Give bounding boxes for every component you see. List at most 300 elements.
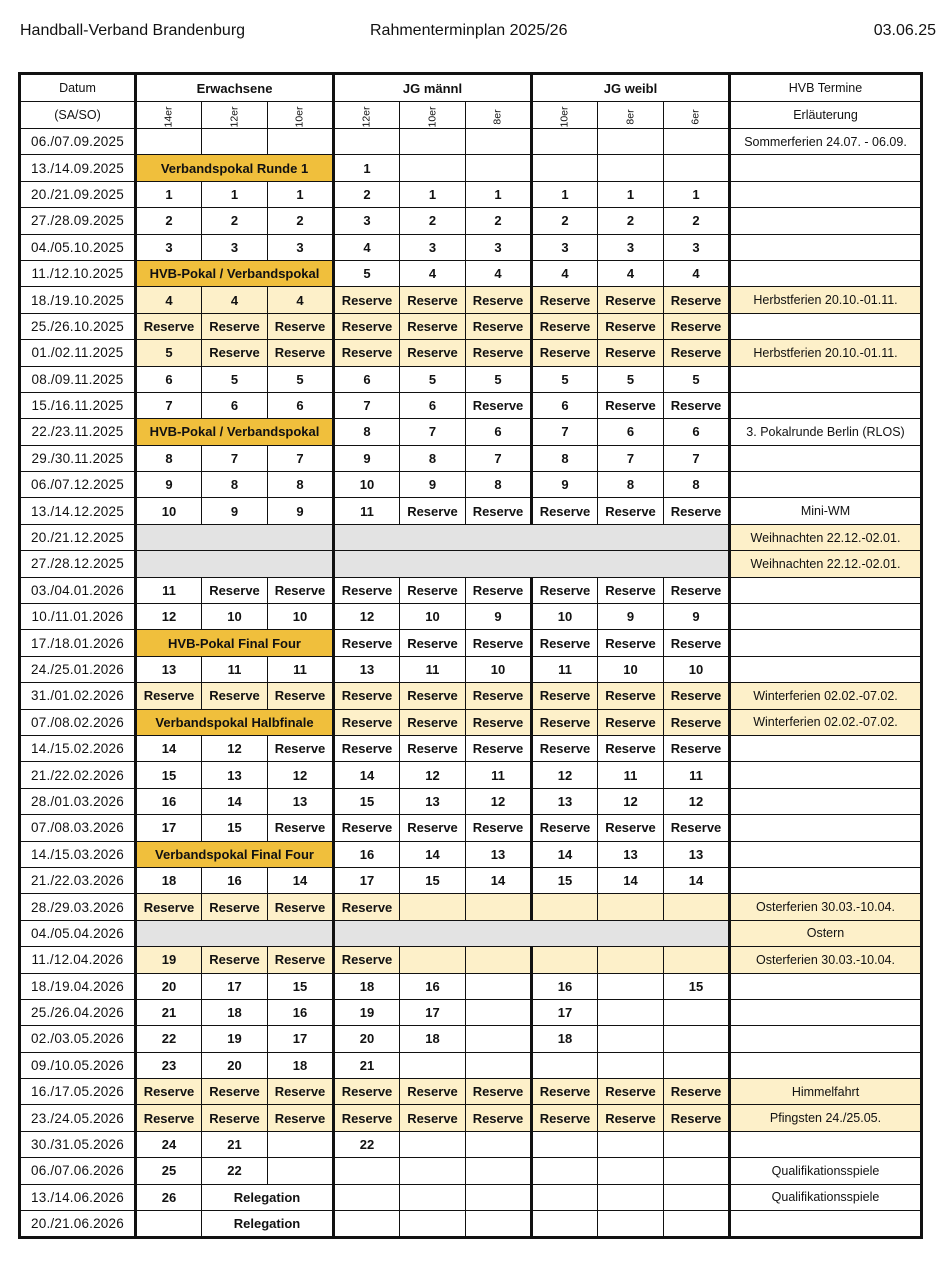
game-cell: 2	[136, 208, 202, 234]
game-cell: 14	[136, 735, 202, 761]
hvb-note-cell: 3. Pokalrunde Berlin (RLOS)	[730, 419, 922, 445]
game-cell	[532, 1052, 598, 1078]
game-cell: Reserve	[268, 340, 334, 366]
game-cell	[664, 947, 730, 973]
game-cell: 11	[334, 498, 400, 524]
game-cell: Reserve	[400, 313, 466, 339]
hvb-note-cell	[730, 313, 922, 339]
game-cell: 1	[334, 155, 400, 181]
table-row	[20, 181, 922, 207]
date-cell: 06./07.06.2026	[20, 1158, 136, 1184]
game-cell: 13	[598, 841, 664, 867]
game-cell	[202, 129, 268, 155]
game-cell: 5	[664, 366, 730, 392]
game-cell: Reserve	[598, 1105, 664, 1131]
game-cell: 11	[664, 762, 730, 788]
table-row	[20, 577, 922, 603]
game-cell: 10	[400, 604, 466, 630]
game-cell: Reserve	[664, 392, 730, 418]
game-cell: 2	[598, 208, 664, 234]
game-cell: Reserve	[334, 815, 400, 841]
table-row	[20, 894, 922, 920]
game-cell	[598, 947, 664, 973]
date-cell: 28./29.03.2026	[20, 894, 136, 920]
game-cell: 15	[334, 788, 400, 814]
game-cell: Reserve	[334, 340, 400, 366]
date-cell: 20./21.09.2025	[20, 181, 136, 207]
date-cell: 18./19.10.2025	[20, 287, 136, 313]
game-cell: 5	[202, 366, 268, 392]
game-cell: 5	[334, 260, 400, 286]
game-cell: Reserve	[466, 287, 532, 313]
game-cell	[598, 1211, 664, 1238]
game-cell: 11	[268, 656, 334, 682]
game-cell: Reserve	[598, 683, 664, 709]
date-cell: 29./30.11.2025	[20, 445, 136, 471]
hvb-note-cell: Qualifikationsspiele	[730, 1158, 922, 1184]
game-cell: 23	[136, 1052, 202, 1078]
game-cell: Reserve	[202, 577, 268, 603]
game-cell: Reserve	[400, 815, 466, 841]
table-row	[20, 366, 922, 392]
game-cell: Reserve	[664, 735, 730, 761]
game-cell: 6	[466, 419, 532, 445]
hvb-note-cell	[730, 392, 922, 418]
table-row	[20, 551, 922, 577]
game-cell: 19	[334, 999, 400, 1025]
game-cell	[664, 1158, 730, 1184]
game-cell: 7	[334, 392, 400, 418]
game-cell: 6	[136, 366, 202, 392]
game-cell: Reserve	[136, 313, 202, 339]
game-cell	[532, 155, 598, 181]
game-cell	[334, 129, 400, 155]
game-cell: Reserve	[598, 735, 664, 761]
game-cell: 11	[532, 656, 598, 682]
date-cell: 02./03.05.2026	[20, 1026, 136, 1052]
hvb-note-cell	[730, 788, 922, 814]
blocked-youth-cell	[334, 524, 730, 550]
game-cell: 14	[334, 762, 400, 788]
hvb-note-cell: Herbstferien 20.10.-01.11.	[730, 287, 922, 313]
table-row	[20, 709, 922, 735]
hvb-note-cell: Mini-WM	[730, 498, 922, 524]
table-row	[20, 524, 922, 550]
game-cell: 24	[136, 1131, 202, 1157]
game-cell: Reserve	[532, 340, 598, 366]
table-row	[20, 999, 922, 1025]
game-cell	[532, 1158, 598, 1184]
hvb-note-cell	[730, 630, 922, 656]
game-cell: 15	[202, 815, 268, 841]
date-cell: 06./07.12.2025	[20, 472, 136, 498]
hvb-note-cell	[730, 1026, 922, 1052]
game-cell: Reserve	[400, 1079, 466, 1105]
game-cell: Reserve	[202, 947, 268, 973]
blocked-adults-cell	[136, 524, 334, 550]
blocked-adults-cell	[136, 551, 334, 577]
date-subheader: (SA/SO)	[20, 102, 136, 129]
game-cell: 7	[202, 445, 268, 471]
game-cell: 16	[400, 973, 466, 999]
game-cell: Reserve	[334, 947, 400, 973]
subcol-header: 10er	[426, 105, 439, 128]
game-cell: Reserve	[466, 735, 532, 761]
table-row	[20, 1184, 922, 1210]
game-cell: 6	[334, 366, 400, 392]
game-cell	[466, 155, 532, 181]
table-row	[20, 1026, 922, 1052]
game-cell: Reserve	[466, 498, 532, 524]
game-cell: 5	[268, 366, 334, 392]
game-cell: 1	[532, 181, 598, 207]
date-cell: 15./16.11.2025	[20, 392, 136, 418]
date-cell: 24./25.01.2026	[20, 656, 136, 682]
hvb-note-cell	[730, 366, 922, 392]
game-cell: Reserve	[400, 1105, 466, 1131]
game-cell: 9	[136, 472, 202, 498]
blocked-youth-cell	[334, 920, 730, 946]
game-cell: 11	[598, 762, 664, 788]
game-cell: Reserve	[334, 894, 400, 920]
game-cell	[664, 1052, 730, 1078]
subcol-header: 8er	[624, 108, 637, 125]
game-cell: 8	[136, 445, 202, 471]
game-cell: Reserve	[664, 709, 730, 735]
game-cell	[268, 1158, 334, 1184]
hvb-note-cell: Osterferien 30.03.-10.04.	[730, 894, 922, 920]
hvb-note-cell: Winterferien 02.02.-07.02.	[730, 683, 922, 709]
game-cell: 12	[268, 762, 334, 788]
date-cell: 20./21.06.2026	[20, 1211, 136, 1238]
game-cell: 22	[202, 1158, 268, 1184]
game-cell: 17	[202, 973, 268, 999]
game-cell: Reserve	[664, 683, 730, 709]
game-cell: Reserve	[268, 313, 334, 339]
game-cell	[400, 1052, 466, 1078]
game-cell: 8	[532, 445, 598, 471]
table-row	[20, 208, 922, 234]
game-cell: Reserve	[532, 709, 598, 735]
game-cell	[466, 1052, 532, 1078]
game-cell	[400, 155, 466, 181]
game-cell: 12	[466, 788, 532, 814]
game-cell: Reserve	[268, 947, 334, 973]
date-cell: 13./14.06.2026	[20, 1184, 136, 1210]
hvb-note-cell	[730, 999, 922, 1025]
table-row	[20, 920, 922, 946]
game-cell: Reserve	[598, 313, 664, 339]
game-cell	[400, 1158, 466, 1184]
game-cell: 4	[334, 234, 400, 260]
game-cell: 9	[268, 498, 334, 524]
game-cell: 16	[268, 999, 334, 1025]
game-cell	[598, 1131, 664, 1157]
game-cell: 9	[532, 472, 598, 498]
date-cell: 25./26.04.2026	[20, 999, 136, 1025]
table-row	[20, 867, 922, 893]
game-cell: Reserve	[598, 340, 664, 366]
game-cell	[466, 894, 532, 920]
game-cell: Reserve	[532, 498, 598, 524]
table-row	[20, 1211, 922, 1238]
game-cell	[400, 947, 466, 973]
game-cell: 6	[664, 419, 730, 445]
game-cell: 15	[400, 867, 466, 893]
date-cell: 16./17.05.2026	[20, 1079, 136, 1105]
game-cell: 7	[400, 419, 466, 445]
game-cell: Reserve	[664, 340, 730, 366]
hvb-note-cell	[730, 260, 922, 286]
game-cell: 6	[202, 392, 268, 418]
game-cell: 13	[664, 841, 730, 867]
hvb-note-cell: Weihnachten 22.12.-02.01.	[730, 524, 922, 550]
game-cell: 8	[664, 472, 730, 498]
game-cell: 9	[334, 445, 400, 471]
table-row	[20, 234, 922, 260]
game-cell	[334, 1211, 400, 1238]
game-cell	[136, 1211, 202, 1238]
game-cell: 2	[532, 208, 598, 234]
game-cell: Reserve	[664, 815, 730, 841]
game-cell: 3	[136, 234, 202, 260]
game-cell: 2	[400, 208, 466, 234]
date-cell: 22./23.11.2025	[20, 419, 136, 445]
game-cell: 3	[334, 208, 400, 234]
subcol-header: 14er	[162, 105, 175, 128]
schedule-table	[18, 72, 923, 1239]
game-cell: 19	[136, 947, 202, 973]
hvb-note-cell	[730, 208, 922, 234]
game-cell: Reserve	[268, 1079, 334, 1105]
game-cell: 17	[400, 999, 466, 1025]
game-cell: 5	[400, 366, 466, 392]
hvb-note-cell: Himmelfahrt	[730, 1079, 922, 1105]
game-cell	[664, 155, 730, 181]
game-cell	[466, 1211, 532, 1238]
game-cell: 5	[598, 366, 664, 392]
game-cell: Reserve	[466, 815, 532, 841]
game-cell: 2	[202, 208, 268, 234]
game-cell: 2	[268, 208, 334, 234]
table-row	[20, 472, 922, 498]
game-cell: 9	[202, 498, 268, 524]
game-cell: Reserve	[136, 683, 202, 709]
hvb-note-cell	[730, 656, 922, 682]
date-cell: 07./08.03.2026	[20, 815, 136, 841]
game-cell: 11	[136, 577, 202, 603]
date-cell: 17./18.01.2026	[20, 630, 136, 656]
game-cell: 7	[532, 419, 598, 445]
game-cell: 12	[532, 762, 598, 788]
game-cell: 9	[400, 472, 466, 498]
game-cell: 13	[136, 656, 202, 682]
game-cell: 25	[136, 1158, 202, 1184]
game-cell	[664, 1211, 730, 1238]
game-cell: 2	[334, 181, 400, 207]
game-cell: 4	[532, 260, 598, 286]
game-cell: Reserve	[664, 630, 730, 656]
game-cell: 10	[334, 472, 400, 498]
date-cell: 20./21.12.2025	[20, 524, 136, 550]
game-cell: 21	[334, 1052, 400, 1078]
game-cell	[400, 894, 466, 920]
game-cell: 21	[136, 999, 202, 1025]
game-cell: 12	[598, 788, 664, 814]
game-cell: 14	[664, 867, 730, 893]
game-cell: 17	[136, 815, 202, 841]
header-federation: Handball-Verband Brandenburg	[20, 22, 246, 39]
game-cell: Reserve	[400, 498, 466, 524]
game-cell: 13	[202, 762, 268, 788]
game-cell: Reserve	[466, 1105, 532, 1131]
game-cell: Reserve	[598, 630, 664, 656]
table-row	[20, 1079, 922, 1105]
game-cell: 7	[136, 392, 202, 418]
game-cell: 9	[664, 604, 730, 630]
hvb-note-cell	[730, 155, 922, 181]
game-cell: 15	[136, 762, 202, 788]
game-cell	[664, 1026, 730, 1052]
game-cell: Reserve	[532, 1105, 598, 1131]
game-cell: 14	[466, 867, 532, 893]
date-cell: 04./05.10.2025	[20, 234, 136, 260]
game-cell: 20	[202, 1052, 268, 1078]
date-cell: 23./24.05.2026	[20, 1105, 136, 1131]
game-cell: 14	[598, 867, 664, 893]
game-cell: Reserve	[334, 683, 400, 709]
game-cell	[334, 1184, 400, 1210]
game-cell: Reserve	[466, 683, 532, 709]
game-cell: Reserve	[400, 340, 466, 366]
table-row	[20, 630, 922, 656]
game-cell: 2	[664, 208, 730, 234]
game-cell: 2	[466, 208, 532, 234]
table-row	[20, 419, 922, 445]
cup-event-cell: HVB-Pokal / Verbandspokal	[136, 419, 334, 445]
game-cell	[664, 1184, 730, 1210]
game-cell: Reserve	[466, 313, 532, 339]
game-cell: Reserve	[466, 630, 532, 656]
table-row	[20, 762, 922, 788]
game-cell: Reserve	[136, 1105, 202, 1131]
hvb-note-cell: Winterferien 02.02.-07.02.	[730, 709, 922, 735]
game-cell	[664, 894, 730, 920]
game-cell: Reserve	[598, 709, 664, 735]
game-cell: 18	[400, 1026, 466, 1052]
date-cell: 21./22.03.2026	[20, 867, 136, 893]
game-cell	[598, 1158, 664, 1184]
game-cell: 12	[136, 604, 202, 630]
game-cell: 8	[598, 472, 664, 498]
game-cell: Reserve	[202, 340, 268, 366]
game-cell	[532, 894, 598, 920]
game-cell: 10	[664, 656, 730, 682]
relegation-cell: Relegation	[202, 1184, 334, 1210]
date-cell: 04./05.04.2026	[20, 920, 136, 946]
game-cell: Reserve	[598, 287, 664, 313]
game-cell: 1	[400, 181, 466, 207]
game-cell: 5	[532, 366, 598, 392]
game-cell: 8	[334, 419, 400, 445]
date-cell: 08./09.11.2025	[20, 366, 136, 392]
game-cell: 11	[466, 762, 532, 788]
game-cell: 10	[136, 498, 202, 524]
game-cell: 9	[598, 604, 664, 630]
game-cell: Reserve	[532, 1079, 598, 1105]
date-cell: 28./01.03.2026	[20, 788, 136, 814]
game-cell: 10	[466, 656, 532, 682]
date-cell: 10./11.01.2026	[20, 604, 136, 630]
game-cell: 26	[136, 1184, 202, 1210]
game-cell	[598, 155, 664, 181]
game-cell: 1	[268, 181, 334, 207]
game-cell: 4	[466, 260, 532, 286]
game-cell: Reserve	[400, 735, 466, 761]
game-cell: Reserve	[664, 1079, 730, 1105]
game-cell: 4	[664, 260, 730, 286]
game-cell: Reserve	[400, 683, 466, 709]
game-cell: 16	[334, 841, 400, 867]
hvb-note-cell: Pfingsten 24./25.05.	[730, 1105, 922, 1131]
game-cell: Reserve	[334, 735, 400, 761]
game-cell: 15	[532, 867, 598, 893]
game-cell: Reserve	[400, 709, 466, 735]
game-cell: Reserve	[334, 577, 400, 603]
blocked-youth-cell	[334, 551, 730, 577]
date-cell: 14./15.02.2026	[20, 735, 136, 761]
game-cell: 5	[136, 340, 202, 366]
table-row	[20, 155, 922, 181]
game-cell	[532, 947, 598, 973]
group-header-youth-male: JG männl	[334, 74, 532, 102]
game-cell: 3	[400, 234, 466, 260]
game-cell: Reserve	[532, 683, 598, 709]
table-row	[20, 973, 922, 999]
game-cell	[466, 973, 532, 999]
game-cell	[136, 129, 202, 155]
game-cell: 14	[532, 841, 598, 867]
game-cell: 13	[400, 788, 466, 814]
game-cell: 12	[400, 762, 466, 788]
game-cell	[598, 1184, 664, 1210]
game-cell: Reserve	[664, 1105, 730, 1131]
game-cell: 3	[598, 234, 664, 260]
game-cell: Reserve	[202, 683, 268, 709]
game-cell: 17	[334, 867, 400, 893]
game-cell: Reserve	[598, 498, 664, 524]
game-cell: Reserve	[136, 894, 202, 920]
game-cell: 4	[202, 287, 268, 313]
game-cell: Reserve	[334, 709, 400, 735]
blocked-adults-cell	[136, 920, 334, 946]
date-cell: 11./12.04.2026	[20, 947, 136, 973]
game-cell: Reserve	[466, 1079, 532, 1105]
game-cell	[400, 1211, 466, 1238]
table-row	[20, 947, 922, 973]
hvb-note-cell	[730, 1211, 922, 1238]
game-cell	[466, 1158, 532, 1184]
hvb-note-cell	[730, 181, 922, 207]
date-header: Datum	[20, 74, 136, 102]
game-cell: Reserve	[202, 894, 268, 920]
game-cell: 18	[202, 999, 268, 1025]
date-cell: 03./04.01.2026	[20, 577, 136, 603]
game-cell: 22	[334, 1131, 400, 1157]
game-cell: Reserve	[598, 815, 664, 841]
game-cell: Reserve	[334, 313, 400, 339]
hvb-note-cell	[730, 1052, 922, 1078]
